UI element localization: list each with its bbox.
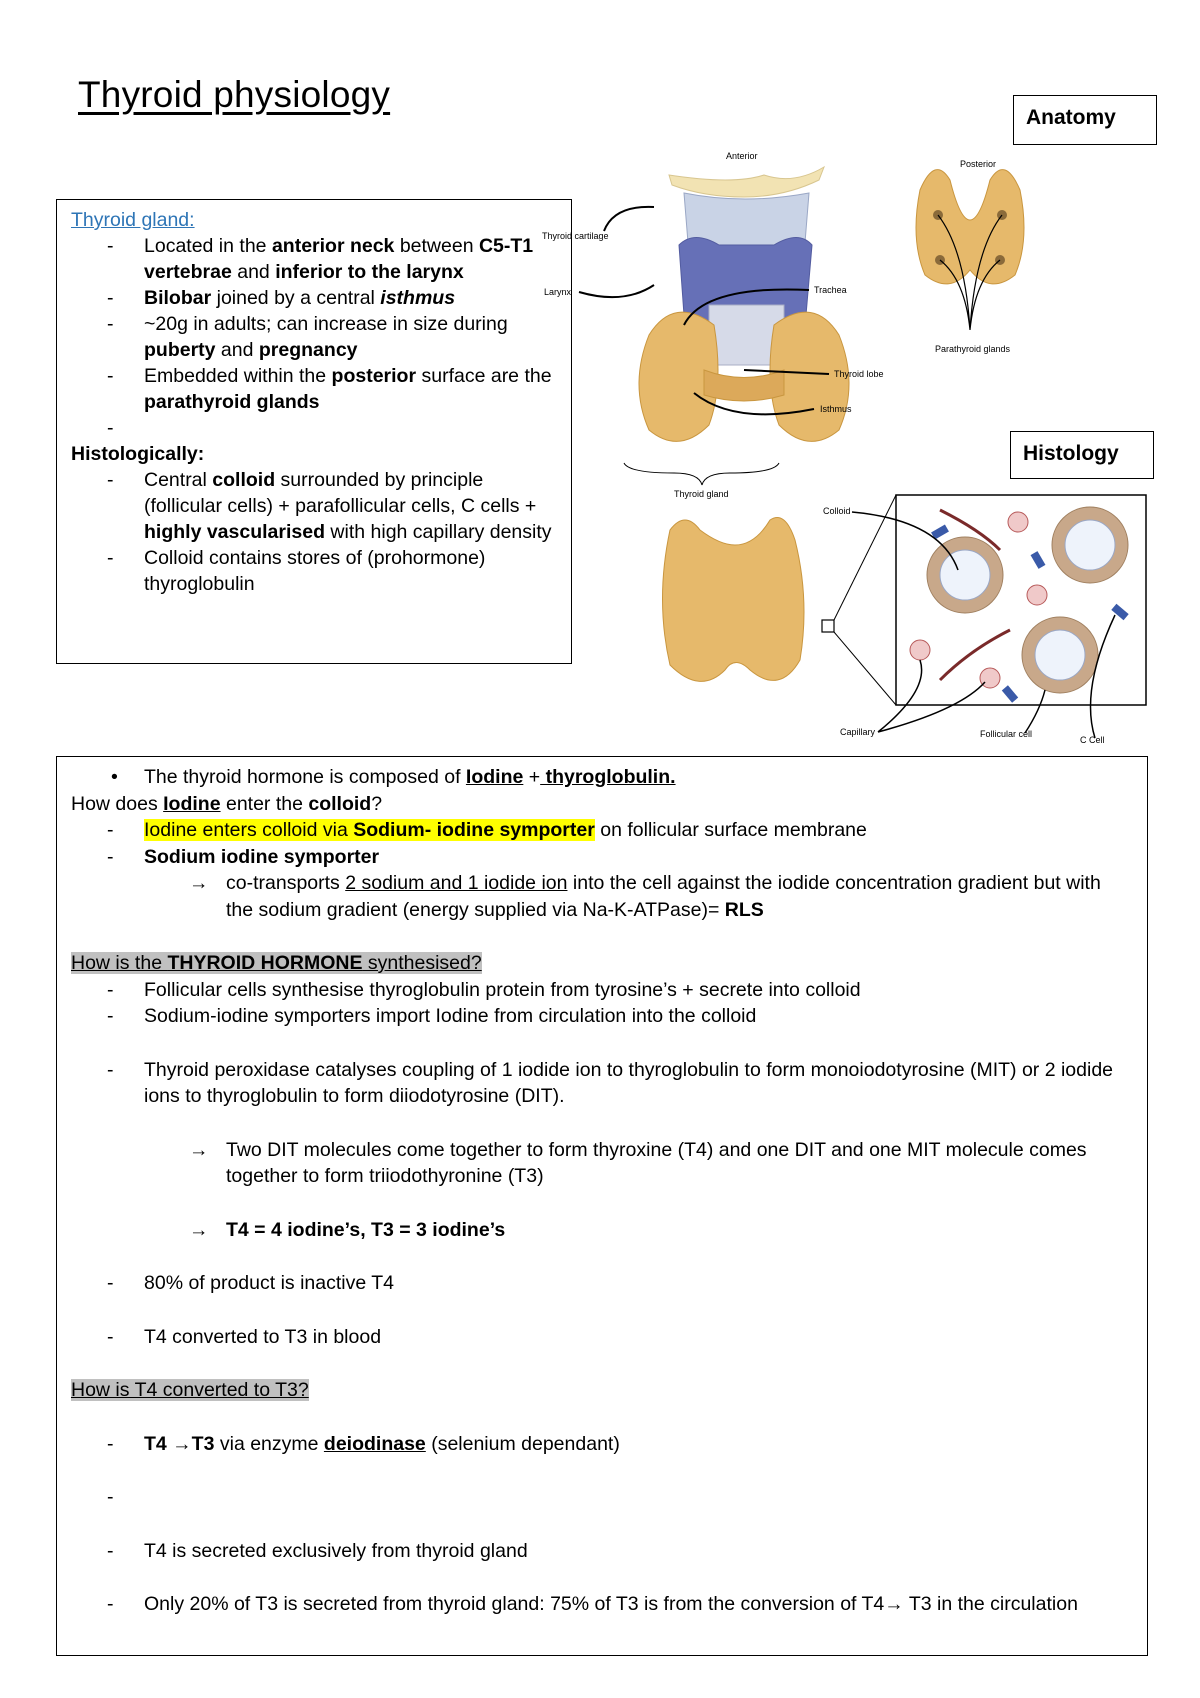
question-iodine	[71, 791, 1127, 818]
highlighted-text: Sodium- iodine symporter	[353, 819, 595, 841]
text-run: How does	[71, 792, 164, 815]
dash-marker: -	[107, 1272, 114, 1294]
thyroid-small-shape	[663, 518, 805, 682]
text-run: Embedded within the	[144, 365, 332, 387]
list-item	[111, 764, 1127, 791]
arrow-marker: →	[189, 872, 209, 894]
text-run: Sodium-iodine symporters import Iodine from circulation into the colloid	[144, 1005, 757, 1027]
histology-label: Histology	[1010, 431, 1154, 479]
text-run: anterior neck	[271, 235, 395, 257]
dash-marker: -	[107, 1486, 114, 1508]
histologically-heading	[71, 441, 559, 467]
zoom-line	[834, 632, 896, 705]
posterior-label: Posterior	[960, 159, 997, 169]
pointer-line	[579, 285, 654, 297]
colloid-center	[1065, 520, 1115, 570]
text-run: ?	[371, 792, 383, 815]
list-item	[107, 1591, 1127, 1618]
highlighted-text: Iodine enters colloid via	[144, 819, 354, 841]
thyroid-lobe-label: Thyroid lobe	[834, 369, 884, 379]
arrow-marker: →	[189, 1138, 209, 1161]
text-run: surrounded by principle (follicular cells) + parafollicular cells, C cells +	[144, 469, 537, 517]
dash-marker: -	[107, 469, 114, 491]
text-run: C5-T1 vertebrae	[144, 235, 534, 283]
dash-marker: -	[107, 547, 114, 569]
text-run: Central	[144, 469, 213, 491]
anatomy-posterior-figure	[905, 150, 1035, 360]
text-run: The thyroid hormone is composed of	[144, 766, 466, 788]
list-item	[107, 233, 559, 285]
list-item	[107, 1057, 1127, 1110]
list-item	[107, 311, 559, 363]
list-item	[107, 817, 1127, 844]
text-run: highly vascularised	[144, 521, 325, 543]
list-item	[107, 545, 559, 597]
text-run: pregnancy	[258, 339, 358, 361]
text-run: joined by a central	[211, 287, 381, 309]
arrow-item	[189, 1217, 1127, 1244]
capillary-dot	[1008, 512, 1028, 532]
pointer-line	[604, 207, 654, 231]
colloid-label: Colloid	[823, 506, 851, 516]
dash-marker: -	[107, 978, 114, 1001]
capillary-dot	[1027, 585, 1047, 605]
text-run: T4 →T3	[144, 1432, 215, 1455]
text-run: and	[215, 339, 259, 361]
thyroid-posterior-shape	[916, 170, 1024, 284]
trachea-label: Trachea	[814, 285, 847, 295]
thyroid-gland-heading: Thyroid gland:	[71, 209, 195, 231]
dash-marker: -	[107, 1593, 114, 1615]
histology-figure	[640, 490, 1160, 745]
hormone-synthesis-box	[56, 756, 1148, 1656]
text-run: Thyroid peroxidase catalyses coupling of 1 iodide ion to thyroglobulin to form monoiodotyrosine (MIT) or 2 iodide ions to thyroglobulin to form diiodotyrosine (DIT).	[144, 1058, 1114, 1107]
text-run: Iodine	[465, 766, 524, 788]
text-run: parathyroid glands	[144, 391, 320, 413]
dash-marker: -	[107, 365, 114, 387]
c-cell-label: C Cell	[1080, 735, 1105, 745]
text-run: Only 20% of T3 is secreted from thyroid gland: 75% of T3 is from the conversion of T4→ T3 in the circulation	[144, 1593, 1078, 1615]
list-item	[107, 1484, 1127, 1511]
text-run: Sodium iodine symporter	[144, 845, 380, 868]
capillary-dot	[910, 640, 930, 660]
text-run: puberty	[144, 339, 216, 361]
list-item	[107, 1270, 1127, 1297]
text-run: RLS	[724, 898, 764, 921]
zoom-square	[822, 620, 834, 632]
list-item	[107, 285, 559, 311]
text-run: between	[394, 235, 479, 257]
text-run: How is the	[71, 952, 168, 974]
text-run: colloid	[212, 469, 276, 491]
text-run: Follicular cells synthesise thyroglobulin protein from tyrosine’s + secrete into colloid	[144, 978, 861, 1001]
list-item	[107, 1538, 1127, 1565]
anterior-label: Anterior	[726, 151, 758, 161]
isthmus-shape	[704, 370, 784, 401]
text-run: How is T4 converted to T3?	[71, 1379, 309, 1401]
text-run: posterior	[331, 365, 417, 387]
text-run: Histologically:	[71, 443, 205, 465]
dash-marker: -	[107, 1005, 114, 1027]
list-item	[107, 1431, 1127, 1458]
list-item	[107, 1324, 1127, 1351]
list-item	[107, 1003, 1127, 1030]
text-run: Colloid contains stores of (prohormone) thyroglobulin	[144, 547, 486, 595]
text-run: T4 is secreted exclusively from thyroid gland	[144, 1539, 528, 1562]
dash-marker: -	[107, 235, 114, 257]
list-item	[107, 467, 559, 545]
list-item	[107, 844, 1127, 871]
text-run: THYROID HORMONE	[167, 952, 363, 974]
dash-marker: -	[107, 287, 114, 309]
text-run: Two DIT molecules come together to form thyroxine (T4) and one DIT and one MIT molecule comes together to form triiodothyronine (T3)	[226, 1138, 1087, 1187]
hyoid-bone	[669, 167, 824, 197]
dash-marker: -	[107, 313, 114, 335]
text-run: (selenium dependant)	[425, 1432, 620, 1455]
text-run: 80% of product is inactive T4	[144, 1272, 395, 1294]
arrow-marker: →	[189, 1218, 209, 1241]
text-run: surface are the	[416, 365, 552, 387]
text-run: ~20g in adults; can increase in size during	[144, 313, 508, 335]
parathyroid-glands-label: Parathyroid glands	[935, 344, 1011, 354]
dash-marker: -	[107, 819, 114, 841]
text-run: isthmus	[380, 287, 456, 309]
dash-marker: -	[107, 1325, 114, 1348]
arrow-item	[189, 1137, 1127, 1190]
text-run: Bilobar	[144, 287, 212, 309]
list-item	[107, 415, 559, 441]
thyroid-gland-box	[56, 199, 572, 664]
text-run: with high capillary density	[325, 521, 552, 543]
colloid-center	[940, 550, 990, 600]
text-run: Located in the	[144, 235, 272, 257]
text-run: and	[231, 261, 276, 283]
text-run: on follicular surface membrane	[594, 819, 867, 841]
text-run: T4 converted to T3 in blood	[144, 1325, 382, 1348]
text-run: co-transports	[226, 872, 346, 894]
text-run: T4 = 4 iodine’s, T3 = 3 iodine’s	[226, 1218, 506, 1241]
text-run: deiodinase	[323, 1432, 426, 1455]
text-run: +	[523, 766, 541, 788]
capillary-label: Capillary	[840, 727, 876, 737]
text-run: via enzyme	[214, 1432, 324, 1455]
dash-marker: -	[107, 417, 114, 439]
bracket	[624, 463, 779, 485]
dash-marker: -	[107, 845, 114, 868]
text-run: 2 sodium and 1 iodide ion	[345, 872, 568, 894]
page-title: Thyroid physiology	[78, 74, 391, 115]
list-item	[107, 363, 559, 415]
thyroid-cartilage-label: Thyroid cartilage	[542, 231, 609, 241]
dash-marker: -	[107, 1058, 114, 1081]
isthmus-label: Isthmus	[820, 404, 852, 414]
anatomy-label: Anatomy	[1013, 95, 1157, 145]
text-run: colloid	[308, 792, 372, 815]
text-run: Iodine	[163, 792, 221, 815]
question-conversion	[71, 1377, 1127, 1404]
bullet-marker: •	[111, 766, 118, 788]
text-run: synthesised?	[362, 952, 482, 974]
larynx-label: Larynx	[544, 287, 572, 297]
follicular-cell-label: Follicular cell	[980, 729, 1033, 739]
thyroid-gland-label: Thyroid gland	[674, 489, 729, 499]
arrow-item	[189, 870, 1127, 923]
dash-marker: -	[107, 1539, 114, 1562]
question-synthesis	[71, 950, 1127, 977]
dash-marker: -	[107, 1432, 114, 1455]
text-run: inferior to the larynx	[275, 261, 464, 283]
text-run: enter the	[220, 792, 309, 815]
colloid-center	[1035, 630, 1085, 680]
text-run: into the cell against the iodide concentration gradient but with the sodium gradient (energy supplied via Na-K-ATPase)=	[226, 872, 1101, 921]
text-run: thyroglobulin.	[540, 766, 676, 788]
list-item	[107, 977, 1127, 1004]
